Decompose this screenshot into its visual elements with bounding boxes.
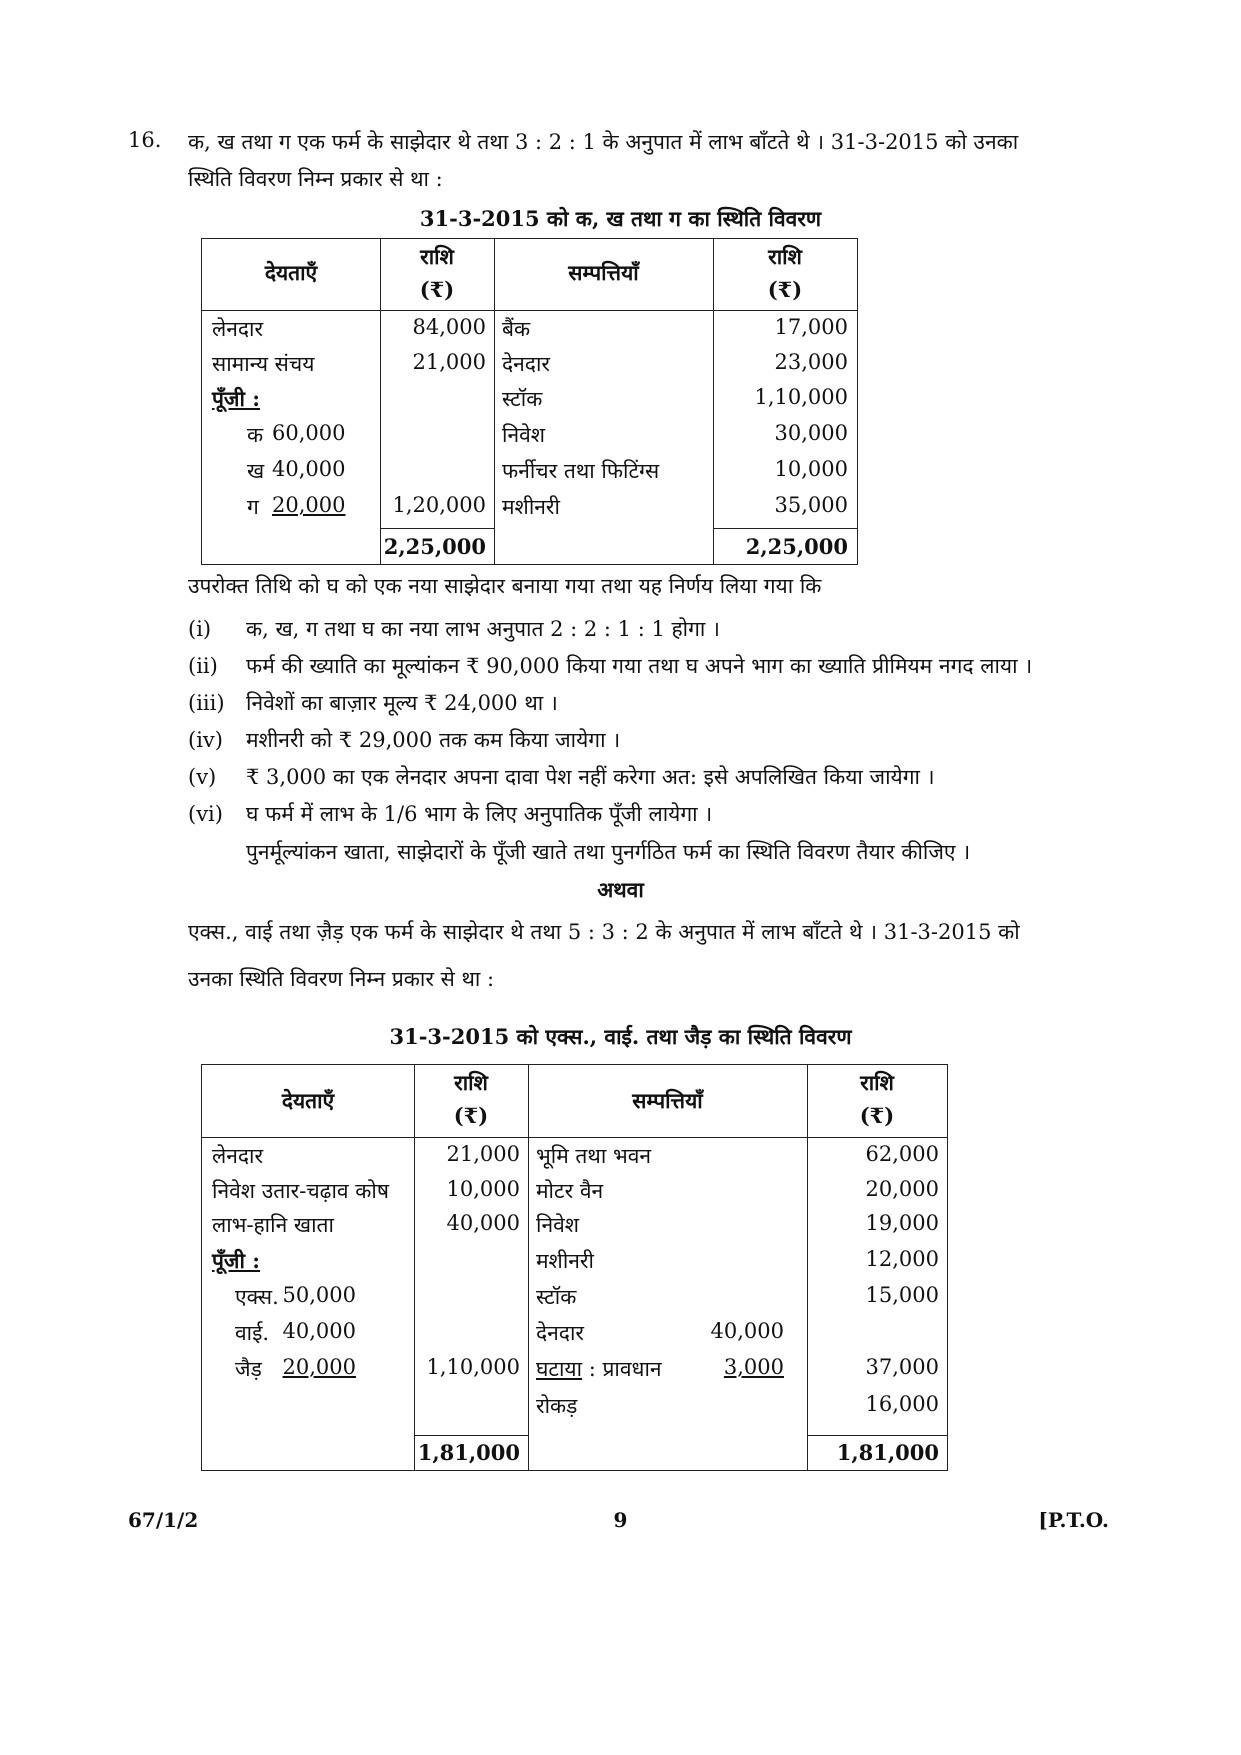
condition-text: ₹ 3,000 का एक लेनदार अपना दावा पेश नहीं करेगा अत: इसे अपलिखित किया जायेगा । — [246, 765, 935, 789]
asset-amount: 17,000 — [774, 315, 848, 339]
liability-amount: 40,000 — [446, 1211, 520, 1235]
debtors-gross: 40,000 — [710, 1319, 784, 1343]
asset-label: निवेश — [502, 423, 546, 447]
total-assets: 1,81,000 — [836, 1440, 939, 1465]
admission-line: उपरोक्त तिथि को घ को एक नया साझेदार बनाया गया तथा यह निर्णय लिया गया कि — [188, 574, 822, 598]
condition-text: घ फर्म में लाभ के 1/6 भाग के लिए अनुपातिक पूँजी लायेगा । — [246, 802, 713, 826]
less-label: घटाया — [536, 1357, 583, 1381]
capital-heading: पूँजी : — [212, 1248, 261, 1273]
page-number: 9 — [613, 1508, 628, 1532]
total-line-assets — [807, 1435, 947, 1436]
capital-total: 1,20,000 — [392, 493, 486, 517]
condition-item — [188, 615, 720, 643]
capital-heading: पूँजी : — [212, 386, 261, 411]
condition-item — [188, 726, 620, 754]
column-divider — [528, 1065, 529, 1470]
balance-sheet-1 — [201, 238, 858, 565]
header-amount: राशि — [768, 244, 802, 269]
header-assets: सम्पत्तियाँ — [568, 260, 639, 285]
liability-amount: 21,000 — [412, 350, 486, 374]
condition-text: फर्म की ख्याति का मूल्यांकन ₹ 90,000 किया गया तथा घ अपने भाग का ख्याति प्रीमियम नगद लाया । — [246, 654, 1033, 678]
capital-partner-name: ग — [247, 495, 259, 519]
condition-item — [188, 689, 558, 717]
condition-text: मशीनरी को ₹ 29,000 तक कम किया जायेगा । — [246, 728, 621, 752]
asset-amount: 1,10,000 — [754, 385, 848, 409]
balance-sheet-2-title: 31-3-2015 को एक्स., वाई. तथा जैड़ का स्थिति विवरण — [389, 1024, 852, 1049]
header-rupee: (₹) — [419, 277, 455, 302]
total-liabilities: 2,25,000 — [383, 534, 486, 559]
liability-label: लेनदार — [212, 317, 264, 341]
asset-label: रोकड़ — [536, 1394, 578, 1418]
balance-sheet-2 — [201, 1064, 948, 1471]
pto-label: [P.T.O. — [1038, 1508, 1109, 1532]
asset-amount: 62,000 — [865, 1142, 939, 1166]
total-assets: 2,25,000 — [745, 534, 848, 559]
capital-partner-name: ख — [247, 459, 265, 483]
alt-intro-line1: एक्स., वाई तथा ज़ैड़ एक फर्म के साझेदार थे तथा 5 : 3 : 2 के अनुपात में लाभ बाँटते थे । 31-3-2015 को — [188, 920, 1020, 944]
condition-number: (ii) — [188, 654, 218, 678]
condition-number: (v) — [188, 765, 217, 789]
total-line-assets — [713, 528, 857, 529]
condition-text: क, ख, ग तथा घ का नया लाभ अनुपात 2 : 2 : 1 : 1 होगा । — [246, 617, 720, 641]
condition-number: (vi) — [188, 802, 223, 826]
asset-amount: 10,000 — [774, 457, 848, 481]
asset-amount: 19,000 — [865, 1211, 939, 1235]
asset-label: स्टॉक — [536, 1285, 577, 1309]
liability-amount: 84,000 — [412, 315, 486, 339]
asset-amount: 15,000 — [865, 1283, 939, 1307]
capital-partner-name: वाई. — [235, 1321, 270, 1345]
asset-label: भूमि तथा भवन — [536, 1144, 652, 1168]
asset-amount: 30,000 — [774, 421, 848, 445]
capital-partner-value: 40,000 — [282, 1319, 356, 1343]
capital-partner-name: जैड़ — [235, 1357, 262, 1381]
balance-sheet-1-title: 31-3-2015 को क, ख तथा ग का स्थिति विवरण — [419, 206, 822, 231]
asset-amount: 23,000 — [774, 350, 848, 374]
asset-label: मशीनरी — [536, 1249, 594, 1273]
header-amount: राशि — [860, 1070, 894, 1095]
asset-amount: 12,000 — [865, 1247, 939, 1271]
condition-item — [188, 800, 712, 828]
asset-label: मोटर वैन — [536, 1179, 604, 1203]
header-assets: सम्पत्तियाँ — [632, 1088, 703, 1113]
asset-label: देनदार — [502, 352, 550, 376]
paper-code: 67/1/2 — [128, 1508, 199, 1532]
header-liabilities: देयताएँ — [281, 1088, 335, 1113]
condition-item — [188, 763, 935, 791]
header-liabilities: देयताएँ — [264, 260, 318, 285]
asset-label: फर्नीचर तथा फिटिंग्स — [502, 459, 660, 483]
header-divider — [202, 310, 857, 311]
header-divider — [202, 1137, 947, 1138]
header-rupee: (₹) — [859, 1103, 895, 1128]
header-rupee: (₹) — [767, 277, 803, 302]
provision-amount: 3,000 — [723, 1355, 784, 1379]
condition-number: (iii) — [188, 691, 225, 715]
capital-partner-value: 20,000 — [272, 493, 346, 517]
total-line-liab — [414, 1435, 528, 1436]
question-intro-line1: क, ख तथा ग एक फर्म के साझेदार थे तथा 3 : 2 : 1 के अनुपात में लाभ बाँटते थे । 31-3-2015 को उनका — [188, 130, 1019, 154]
debtors-label: देनदार — [536, 1321, 584, 1345]
liability-label: सामान्य संचय — [212, 352, 315, 376]
header-amount: राशि — [454, 1070, 488, 1095]
asset-label: स्टॉक — [502, 387, 543, 411]
asset-amount: 35,000 — [774, 493, 848, 517]
total-liabilities: 1,81,000 — [417, 1440, 520, 1465]
total-line-liab — [380, 528, 494, 529]
condition-item — [188, 652, 1032, 680]
asset-amount: 20,000 — [865, 1177, 939, 1201]
capital-partner-value: 20,000 — [282, 1355, 356, 1379]
question-intro-line2: स्थिति विवरण निम्न प्रकार से था : — [188, 167, 443, 191]
condition-text: निवेशों का बाज़ार मूल्य ₹ 24,000 था । — [246, 691, 558, 715]
capital-partner-name: एक्स. — [235, 1285, 279, 1309]
liability-amount: 10,000 — [446, 1177, 520, 1201]
liability-amount: 21,000 — [446, 1142, 520, 1166]
capital-partner-value: 40,000 — [272, 457, 346, 481]
asset-label: बैंक — [502, 317, 531, 341]
header-rupee: (₹) — [453, 1103, 489, 1128]
capital-total: 1,10,000 — [426, 1355, 520, 1379]
condition-number: (iv) — [188, 728, 223, 752]
debtors-net: 37,000 — [865, 1355, 939, 1379]
question-number: 16. — [128, 128, 162, 152]
capital-partner-value: 50,000 — [282, 1283, 356, 1307]
liability-label: निवेश उतार-चढ़ाव कोष — [212, 1179, 389, 1203]
capital-partner-value: 60,000 — [272, 421, 346, 445]
or-label: अथवा — [597, 877, 644, 902]
column-divider — [494, 239, 495, 564]
liability-label: लेनदार — [212, 1144, 264, 1168]
provision-label — [536, 1355, 662, 1383]
liability-label: लाभ-हानि खाता — [212, 1213, 334, 1237]
provision-text: : प्रावधान — [582, 1357, 662, 1381]
alt-intro-line2: उनका स्थिति विवरण निम्न प्रकार से था : — [188, 967, 495, 991]
asset-label: मशीनरी — [502, 495, 560, 519]
header-amount: राशि — [420, 244, 454, 269]
asset-label: निवेश — [536, 1213, 580, 1237]
capital-partner-name: क — [247, 423, 264, 447]
instruction-line: पुनर्मूल्यांकन खाता, साझेदारों के पूँजी खाते तथा पुनर्गठित फर्म का स्थिति विवरण तैयार कीजिए । — [246, 840, 971, 864]
condition-number: (i) — [188, 617, 212, 641]
asset-amount: 16,000 — [865, 1392, 939, 1416]
